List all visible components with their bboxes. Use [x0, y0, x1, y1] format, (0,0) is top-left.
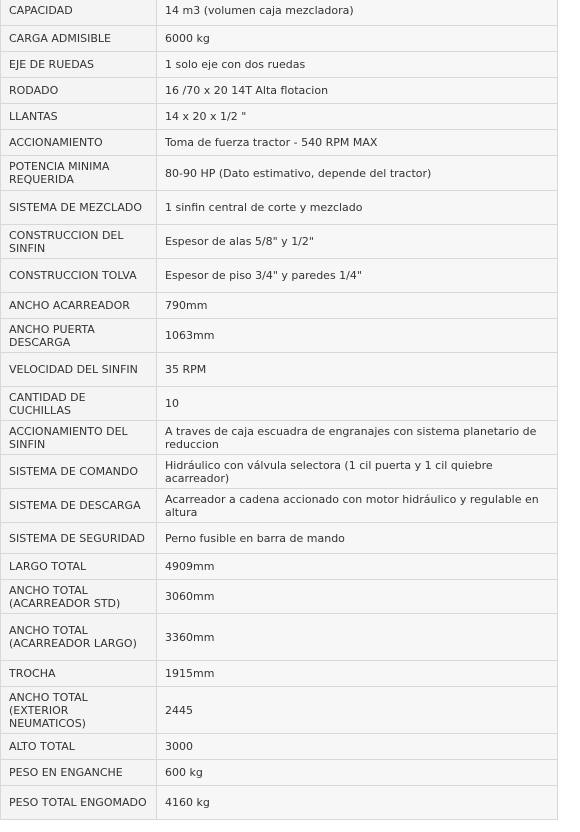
row-label: SISTEMA DE MEZCLADO	[1, 191, 157, 225]
table-row	[1, 523, 558, 554]
table-row	[1, 489, 558, 523]
row-value: 10	[157, 387, 558, 421]
table-row	[1, 734, 558, 760]
table-row	[1, 661, 558, 687]
row-label: CONSTRUCCION DEL SINFIN	[1, 225, 157, 259]
table-row	[1, 0, 558, 26]
row-value: Toma de fuerza tractor - 540 RPM MAX	[157, 130, 558, 156]
row-label: ANCHO ACARREADOR	[1, 293, 157, 319]
row-value: 4160 kg	[157, 786, 558, 820]
table-row	[1, 156, 558, 191]
table-row	[1, 580, 558, 614]
row-value: Espesor de piso 3/4" y paredes 1/4"	[157, 259, 558, 293]
row-value: 3360mm	[157, 614, 558, 661]
table-row	[1, 353, 558, 387]
table-row	[1, 319, 558, 353]
row-label: CAPACIDAD	[1, 0, 157, 26]
row-value: 2445	[157, 687, 558, 734]
table-row	[1, 225, 558, 259]
row-value: 80-90 HP (Dato estimativo, depende del tractor)	[157, 156, 558, 191]
row-label: PESO TOTAL ENGOMADO	[1, 786, 157, 820]
row-label: POTENCIA MINIMA REQUERIDA	[1, 156, 157, 191]
row-value: Perno fusible en barra de mando	[157, 523, 558, 554]
row-value: Acarreador a cadena accionado con motor hidráulico y regulable en altura	[157, 489, 558, 523]
table-row	[1, 786, 558, 820]
row-value: 1 sinfin central de corte y mezclado	[157, 191, 558, 225]
row-label: ANCHO TOTAL (ACARREADOR LARGO)	[1, 614, 157, 661]
row-label: PESO EN ENGANCHE	[1, 760, 157, 786]
row-label: TROCHA	[1, 661, 157, 687]
row-label: SISTEMA DE DESCARGA	[1, 489, 157, 523]
row-value: 4909mm	[157, 554, 558, 580]
table-row	[1, 26, 558, 52]
table-row	[1, 687, 558, 734]
row-value: 6000 kg	[157, 26, 558, 52]
row-label: ANCHO PUERTA DESCARGA	[1, 319, 157, 353]
row-label: SISTEMA DE COMANDO	[1, 455, 157, 489]
row-label: LARGO TOTAL	[1, 554, 157, 580]
row-value: 35 RPM	[157, 353, 558, 387]
row-label: CARGA ADMISIBLE	[1, 26, 157, 52]
table-row	[1, 455, 558, 489]
table-row	[1, 130, 558, 156]
row-label: ACCIONAMIENTO DEL SINFIN	[1, 421, 157, 455]
table-row	[1, 78, 558, 104]
row-value: 3060mm	[157, 580, 558, 614]
table-row	[1, 191, 558, 225]
row-value: 16 /70 x 20 14T Alta flotacion	[157, 78, 558, 104]
row-value: 1 solo eje con dos ruedas	[157, 52, 558, 78]
row-label: RODADO	[1, 78, 157, 104]
row-label: ALTO TOTAL	[1, 734, 157, 760]
table-row	[1, 614, 558, 661]
row-label: VELOCIDAD DEL SINFIN	[1, 353, 157, 387]
row-value: 3000	[157, 734, 558, 760]
row-label: SISTEMA DE SEGURIDAD	[1, 523, 157, 554]
row-value: 790mm	[157, 293, 558, 319]
row-value: 1915mm	[157, 661, 558, 687]
row-label: LLANTAS	[1, 104, 157, 130]
table-row	[1, 421, 558, 455]
row-label: CONSTRUCCION TOLVA	[1, 259, 157, 293]
row-value: 14 m3 (volumen caja mezcladora)	[157, 0, 558, 26]
row-value: Espesor de alas 5/8" y 1/2"	[157, 225, 558, 259]
row-label: ACCIONAMIENTO	[1, 130, 157, 156]
row-label: EJE DE RUEDAS	[1, 52, 157, 78]
table-row	[1, 259, 558, 293]
table-row	[1, 293, 558, 319]
row-label: ANCHO TOTAL (EXTERIOR NEUMATICOS)	[1, 687, 157, 734]
row-value: 14 x 20 x 1/2 "	[157, 104, 558, 130]
table-row	[1, 554, 558, 580]
row-label: ANCHO TOTAL (ACARREADOR STD)	[1, 580, 157, 614]
table-row	[1, 760, 558, 786]
row-value: 600 kg	[157, 760, 558, 786]
row-value: Hidráulico con válvula selectora (1 cil puerta y 1 cil quiebre acarreador)	[157, 455, 558, 489]
row-value: A traves de caja escuadra de engranajes con sistema planetario de reduccion	[157, 421, 558, 455]
spec-table-body	[1, 0, 558, 820]
table-row	[1, 52, 558, 78]
table-row	[1, 104, 558, 130]
row-label: CANTIDAD DE CUCHILLAS	[1, 387, 157, 421]
table-row	[1, 387, 558, 421]
row-value: 1063mm	[157, 319, 558, 353]
